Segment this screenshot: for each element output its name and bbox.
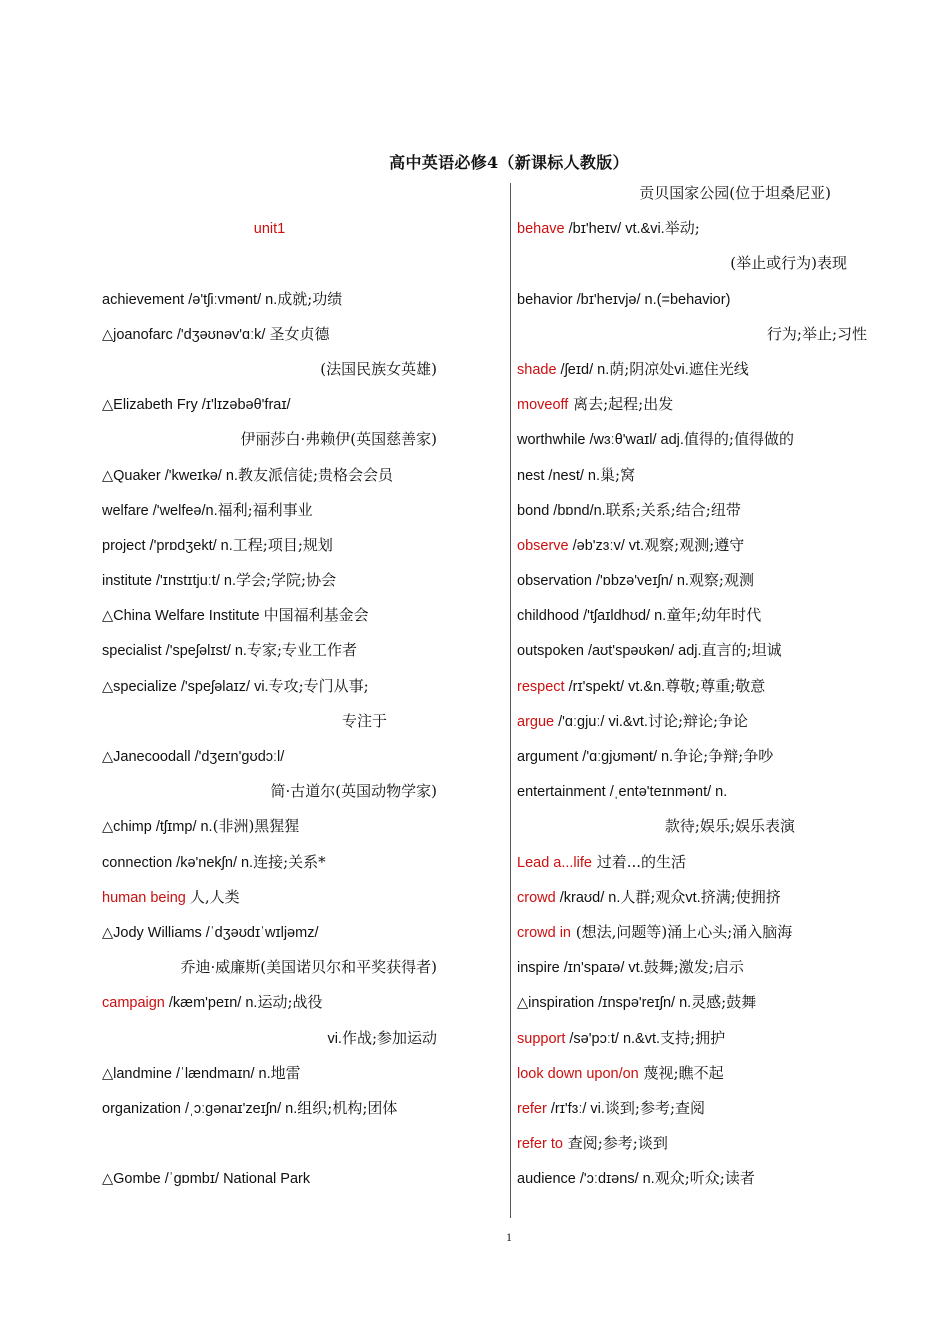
vocab-text: 款待;娱乐;娱乐表演 xyxy=(664,817,795,836)
vocab-text: achievement /ə'tʃiːvmənt/ n. xyxy=(102,291,278,308)
vocab-line xyxy=(102,246,437,281)
vocab-text: 简·古道尔(英国动物学家) xyxy=(270,782,437,801)
vocab-line xyxy=(517,845,867,880)
vocab-line xyxy=(102,528,437,563)
vocab-text: observation /'ɒbzə'veɪʃn/ n. xyxy=(517,573,689,590)
vocab-text: inspire /ɪn'spaɪə/ vt. xyxy=(517,960,644,977)
vocab-text: 教友派信徒;贵格会会员 xyxy=(237,465,393,484)
vocab-line xyxy=(102,317,437,352)
vocab-line xyxy=(102,563,437,598)
vocab-text: 组织;机构;团体 xyxy=(297,1098,398,1117)
right-column xyxy=(517,176,867,1196)
vocab-text: 连接;关系* xyxy=(253,852,326,871)
vocab-text: 巢;窝 xyxy=(600,465,636,484)
highlighted-term: support xyxy=(517,1030,566,1047)
vocab-text: 人,人类 xyxy=(189,887,240,906)
vocab-line xyxy=(102,458,437,493)
vocab-line xyxy=(517,493,867,528)
vocab-line xyxy=(102,669,437,704)
vocab-text: 圣女贞德 xyxy=(269,324,330,343)
vocab-text: 离去;起程;出发 xyxy=(568,395,674,414)
vocab-text: 讨论;辩论;争论 xyxy=(647,711,749,730)
vocab-text: 谈到;参考;查阅 xyxy=(604,1098,706,1117)
vocab-line xyxy=(102,845,437,880)
vocab-line xyxy=(517,809,867,844)
vocab-text: bond /bɒnd/n. xyxy=(517,502,606,519)
vocab-text: 举动; xyxy=(664,219,700,238)
vocab-line xyxy=(517,528,867,563)
vocab-text: 过着...的生活 xyxy=(591,852,687,871)
vocab-line xyxy=(517,985,867,1020)
vocab-line xyxy=(102,282,437,317)
vocab-line xyxy=(517,739,867,774)
vocab-text: /əb'zɜːv/ vt. xyxy=(568,537,645,554)
vocab-text: behavior /bɪ'heɪvjə/ n.(=behavior) xyxy=(517,291,731,308)
vocab-text: △Jody Williams /ˈdʒəʊdɪˈwɪljəmz/ xyxy=(102,924,319,941)
vocab-text: nest /nest/ n. xyxy=(517,467,601,484)
vocab-line xyxy=(517,1021,867,1056)
vocab-line xyxy=(517,317,867,352)
highlighted-term: respect xyxy=(517,678,565,695)
vocab-text: /rɪ'spekt/ vt.&n. xyxy=(564,678,666,695)
vocab-text: vt. xyxy=(685,889,701,906)
highlighted-term: behave xyxy=(517,221,565,238)
vocab-text: △Quaker /'kweɪkə/ n. xyxy=(102,467,238,484)
vocab-line xyxy=(102,915,437,950)
vocab-text: /'ɑːgjuː/ vi.&vt. xyxy=(554,713,648,730)
vocab-line xyxy=(517,1126,867,1161)
vocab-line xyxy=(102,985,437,1020)
vocab-text: 伊丽莎白·弗赖伊(英国慈善家) xyxy=(240,430,437,449)
vocab-line xyxy=(102,598,437,633)
vocab-text: 专攻;专门从事; xyxy=(268,676,369,695)
vocab-text: (法国民族女英雄) xyxy=(320,359,437,378)
vocab-line xyxy=(517,704,867,739)
vocab-line xyxy=(102,739,437,774)
vocab-text: 荫;阴凉处 xyxy=(609,359,675,378)
highlighted-term: moveoff xyxy=(517,397,569,414)
vocab-text: institute /'ɪnstɪtjuːt/ n. xyxy=(102,573,236,590)
highlighted-term: shade xyxy=(517,361,557,378)
vocab-line xyxy=(517,598,867,633)
vocab-text: 值得的;值得做的 xyxy=(683,430,794,449)
highlighted-term: look down upon/on xyxy=(517,1065,639,1082)
vocab-text: 运动;战役 xyxy=(257,993,323,1012)
vocab-line xyxy=(102,422,437,457)
vocab-line xyxy=(517,880,867,915)
vocab-text: (举止或行为)表现 xyxy=(730,254,847,273)
vocab-text: 直言的;坦诚 xyxy=(701,641,782,660)
vocab-text: vi. xyxy=(674,361,689,378)
vocab-text: 童年;幼年时代 xyxy=(666,606,762,625)
vocab-line xyxy=(102,633,437,668)
document-title: 高中英语必修4（新课标人教版） xyxy=(389,153,629,172)
vocab-line xyxy=(102,809,437,844)
vocab-text: entertainment /ˌentə'teɪnmənt/ n. xyxy=(517,784,728,801)
vocab-text: welfare /'welfeə/n. xyxy=(102,502,218,519)
vocab-line xyxy=(102,352,437,387)
vocab-line xyxy=(102,493,437,528)
vocab-line xyxy=(102,211,437,246)
vocab-line xyxy=(517,950,867,985)
vocab-text: 观察;观测 xyxy=(688,571,754,590)
page-number: 1 xyxy=(506,1230,512,1244)
vocab-text: △specialize /'speʃəlaɪz/ vi. xyxy=(102,678,269,695)
vocab-text: 争论;争辩;争吵 xyxy=(673,747,774,765)
vocab-text: organization /ˌɔːgənaɪ'zeɪʃn/ n. xyxy=(102,1100,298,1117)
highlighted-term: crowd in xyxy=(517,924,571,941)
vocab-text: argument /'ɑːgjʊmənt/ n. xyxy=(517,749,674,765)
vocab-text: vi. xyxy=(327,1030,342,1047)
vocab-text: 鼓舞;激发;启示 xyxy=(643,958,744,977)
vocab-text: worthwhile /wɜːθ'waɪl/ adj. xyxy=(517,432,684,449)
vocab-text: project /'prɒdʒekt/ n. xyxy=(102,537,233,554)
vocab-line xyxy=(517,352,867,387)
column-divider xyxy=(510,183,511,1218)
vocab-text: 行为;举止;习性 xyxy=(766,324,867,343)
vocab-line xyxy=(102,387,437,422)
vocab-text: 人群;观众 xyxy=(620,887,686,906)
vocab-line xyxy=(102,1161,437,1196)
vocab-text: 灵感;鼓舞 xyxy=(691,993,757,1012)
vocab-line xyxy=(102,950,437,985)
vocab-text: △chimp /tʃɪmp/ n. xyxy=(102,819,213,836)
vocab-text: 福利;福利事业 xyxy=(217,500,313,519)
vocab-line xyxy=(517,387,867,422)
vocab-text: △Janecoodall /'dʒeɪn'gʊdɔːl/ xyxy=(102,749,285,765)
vocab-text: △China Welfare Institute xyxy=(102,608,264,625)
vocab-text: 观察;观测;遵守 xyxy=(644,535,745,554)
vocab-line xyxy=(102,1021,437,1056)
vocab-line xyxy=(517,563,867,598)
vocab-line xyxy=(517,633,867,668)
vocab-text: 专家;专业工作者 xyxy=(246,641,357,660)
vocab-text: △Gombe /ˈgɒmbɪ/ National Park xyxy=(102,1171,311,1188)
vocab-line xyxy=(102,1091,437,1126)
vocab-line xyxy=(102,880,437,915)
vocab-text: specialist /'speʃəlɪst/ n. xyxy=(102,643,247,660)
vocab-text: 专注于 xyxy=(341,711,387,730)
vocab-text: 工程;项目;规划 xyxy=(232,535,333,554)
vocab-text: 查阅;参考;谈到 xyxy=(562,1134,668,1153)
vocab-line xyxy=(517,1056,867,1091)
vocab-text: △landmine /ˈlændmaɪn/ n. xyxy=(102,1065,271,1082)
vocab-line xyxy=(517,282,867,317)
vocab-text: /kæm'peɪn/ n. xyxy=(164,995,258,1012)
vocab-line xyxy=(517,774,867,809)
vocab-line xyxy=(102,1126,437,1161)
vocab-text: 乔迪·威廉斯(美国诺贝尔和平奖获得者) xyxy=(180,958,437,977)
vocab-text: outspoken /aʊt'spəʊkən/ adj. xyxy=(517,643,702,660)
vocab-text: connection /kə'nekʃn/ n. xyxy=(102,854,254,871)
vocab-line xyxy=(517,211,867,246)
vocab-line xyxy=(517,458,867,493)
vocab-text: /kraʊd/ n. xyxy=(555,889,621,906)
vocab-text: 挤满;使拥挤 xyxy=(700,887,781,906)
highlighted-term: observe xyxy=(517,537,569,554)
vocab-line xyxy=(517,176,867,211)
vocab-text: /ʃeɪd/ n. xyxy=(556,361,610,378)
vocab-text: /sə'pɔːt/ n.&vt. xyxy=(565,1030,661,1047)
vocab-text: 中国福利基金会 xyxy=(263,606,369,625)
vocab-line xyxy=(102,176,437,211)
vocab-text: /rɪ'fɜː/ vi. xyxy=(546,1100,605,1117)
vocab-text: △joanofarc /'dʒəʊnəv'ɑːk/ xyxy=(102,326,270,343)
vocab-text: 学会;学院;协会 xyxy=(235,571,337,590)
vocab-line xyxy=(517,1161,867,1196)
highlighted-term: refer xyxy=(517,1100,547,1117)
vocab-text: 观众;听众;读者 xyxy=(654,1169,755,1188)
highlighted-term: refer to xyxy=(517,1136,563,1153)
vocab-line xyxy=(102,1056,437,1091)
vocab-text: 贡贝国家公园(位于坦桑尼亚) xyxy=(639,184,831,202)
highlighted-term: unit1 xyxy=(253,221,286,238)
left-column xyxy=(102,176,437,1196)
vocab-line xyxy=(517,422,867,457)
highlighted-term: campaign xyxy=(102,995,165,1012)
highlighted-term: argue xyxy=(517,713,555,730)
highlighted-term: Lead a...life xyxy=(517,854,592,871)
vocab-line xyxy=(517,915,867,950)
vocab-line xyxy=(517,246,867,281)
vocab-text: childhood /'tʃaɪldhʊd/ n. xyxy=(517,608,667,625)
vocab-line xyxy=(102,704,437,739)
vocab-text: (想法,问题等)涌上心头;涌入脑海 xyxy=(571,922,793,941)
vocab-line xyxy=(517,1091,867,1126)
vocab-text: △Elizabeth Fry /ɪ'lɪzəbəθ'fraɪ/ xyxy=(102,397,291,414)
vocab-text: 作战;参加运动 xyxy=(341,1028,437,1047)
vocab-line xyxy=(517,669,867,704)
vocab-line xyxy=(102,774,437,809)
vocab-text: 成就;功绩 xyxy=(277,289,343,308)
vocab-text: △inspiration /ɪnspə'reɪʃn/ n. xyxy=(517,995,692,1012)
vocab-text: 支持;拥护 xyxy=(660,1028,726,1047)
vocab-text: audience /'ɔːdɪəns/ n. xyxy=(517,1171,655,1188)
vocab-text: (非洲)黑猩猩 xyxy=(212,817,300,836)
vocab-text: 遮住光线 xyxy=(688,359,749,378)
vocab-text: /bɪ'heɪv/ vt.&vi. xyxy=(564,221,665,238)
vocab-text: 尊敬;尊重;敬意 xyxy=(665,676,766,695)
vocab-text: 地雷 xyxy=(270,1063,301,1082)
highlighted-term: human being xyxy=(102,889,190,906)
vocab-text: 联系;关系;结合;纽带 xyxy=(605,500,741,519)
vocab-text: 蔑视;瞧不起 xyxy=(638,1063,724,1082)
highlighted-term: crowd xyxy=(517,889,556,906)
